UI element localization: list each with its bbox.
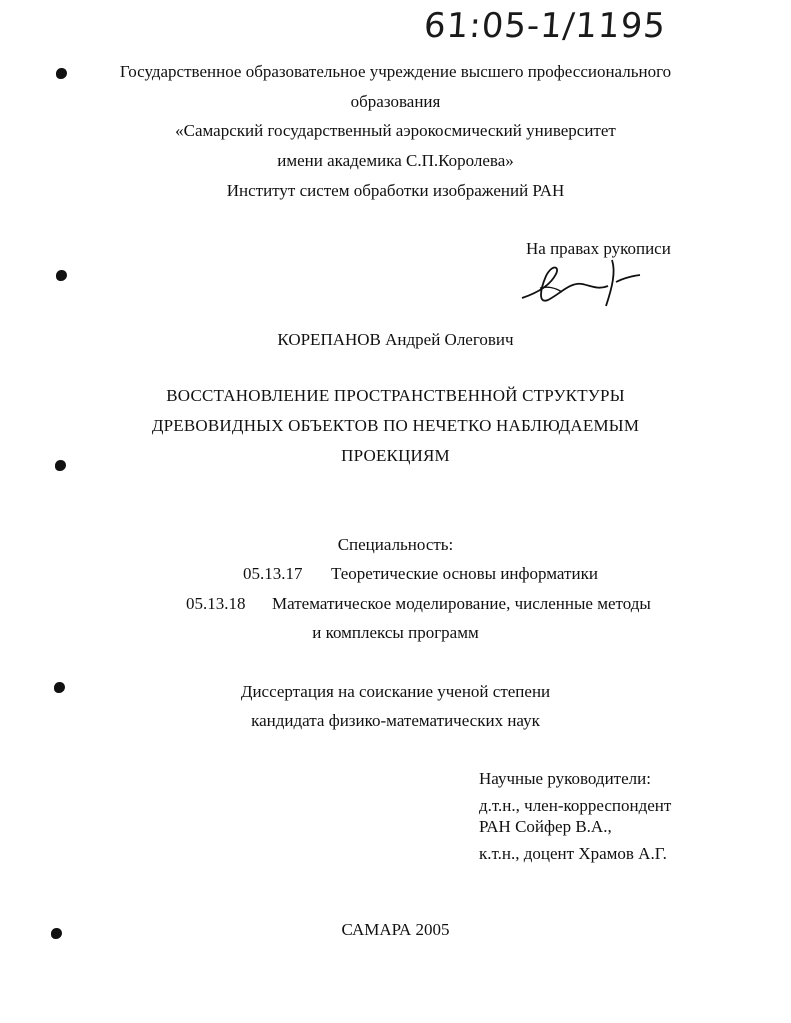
advisor-line-2: РАН Сойфер В.А., [479,817,612,836]
header-line-2: образования [350,92,441,111]
specialty-name-1: Теоретические основы информатики [331,564,598,583]
signature [512,248,652,318]
title-line-1: ВОССТАНОВЛЕНИЕ ПРОСТРАНСТВЕННОЙ СТРУКТУРЫ [166,386,625,405]
header-line-1: Государственное образовательное учреждение высшего профессионального [119,62,672,81]
title-line-2: ДРЕВОВИДНЫХ ОБЪЕКТОВ ПО НЕЧЕТКО НАБЛЮДАЕМЫМ [151,416,640,435]
binding-mark [56,270,67,281]
specialty-name-2: Математическое моделирование, численные методы [272,594,651,613]
specialty-code-2: 05.13.18 [186,594,246,613]
archive-stamp: 61:05-1/1195 [422,6,668,46]
advisors-label: Научные руководители: [479,769,651,788]
city-year: САМАРА 2005 [341,920,450,939]
header-line-3: «Самарский государственный аэрокосмический университет [175,121,616,140]
specialty-name-2-cont: и комплексы программ [312,623,479,642]
degree-line-2: кандидата физико-математических наук [251,711,540,730]
specialty-code-1: 05.13.17 [243,564,303,583]
header-line-4: имени академика С.П.Королева» [277,151,514,170]
author-name: КОРЕПАНОВ Андрей Олегович [277,330,514,349]
header-line-5: Институт систем обработки изображений РАН [226,181,565,200]
specialty-label: Специальность: [337,535,454,554]
degree-line-1: Диссертация на соискание ученой степени [240,682,551,701]
rights-note: На правах рукописи [526,239,671,258]
advisor-line-1: д.т.н., член-корреспондент [479,796,672,815]
title-line-3: ПРОЕКЦИЯМ [341,446,450,465]
advisor-line-3: к.т.н., доцент Храмов А.Г. [479,844,667,863]
